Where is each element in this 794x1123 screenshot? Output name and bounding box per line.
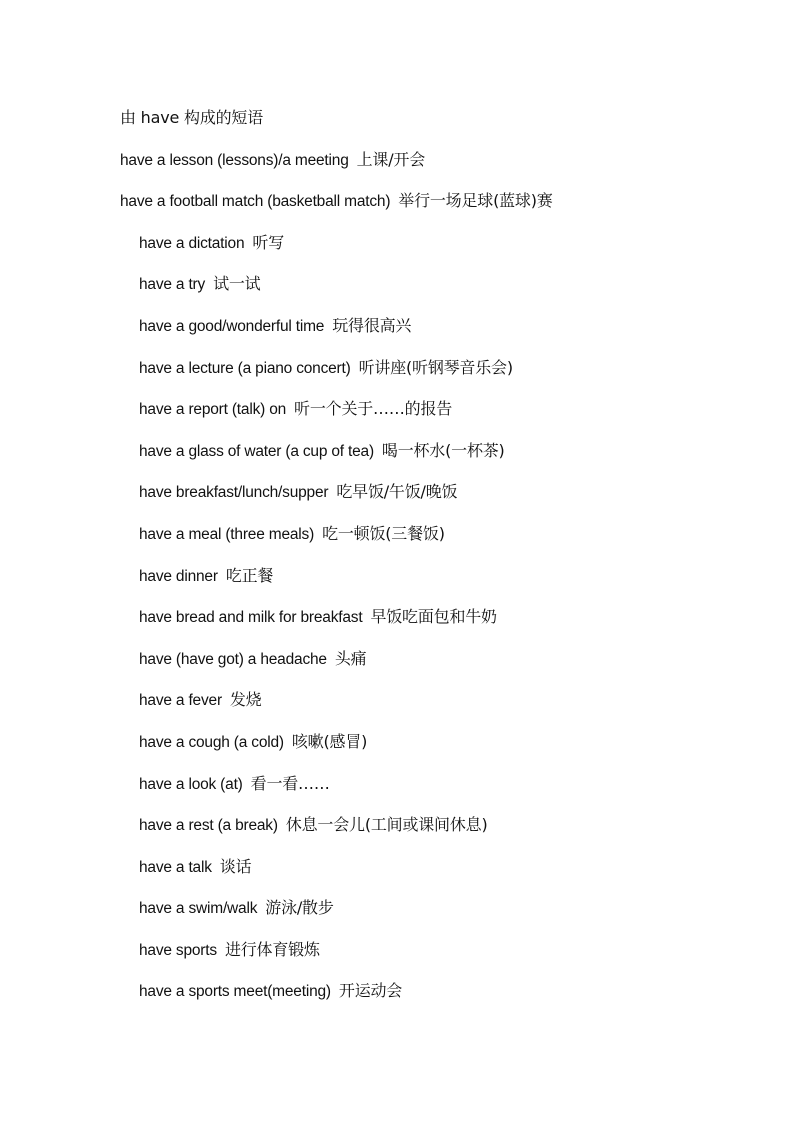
list-item — [120, 189, 760, 231]
chinese-meaning: 看一看…… — [250, 773, 330, 793]
english-phrase: have a sports meet(meeting) — [139, 983, 331, 1001]
list-item — [120, 397, 760, 439]
list-item — [120, 231, 760, 273]
chinese-meaning: 吃正餐 — [225, 565, 274, 585]
english-phrase: have a football match (basketball match) — [120, 193, 391, 211]
list-item — [120, 439, 760, 481]
english-phrase: have a meal (three meals) — [139, 525, 315, 543]
chinese-meaning: 听写 — [252, 232, 284, 252]
chinese-meaning: 谈话 — [219, 856, 252, 876]
english-phrase: have a dictation — [139, 234, 245, 252]
list-item — [120, 813, 760, 855]
phrase-list — [120, 106, 760, 1021]
english-phrase: have a cough (a cold) — [139, 733, 284, 751]
english-phrase: have a glass of water (a cup of tea) — [139, 442, 374, 460]
list-item — [120, 148, 760, 190]
english-phrase: have sports — [139, 941, 217, 959]
english-phrase: have a lecture (a piano concert) — [139, 359, 351, 377]
chinese-meaning: 头痛 — [334, 648, 367, 668]
list-item — [120, 979, 760, 1021]
english-phrase: have a lesson (lessons)/a meeting — [120, 151, 349, 169]
list-item — [120, 730, 760, 772]
english-phrase: have breakfast/lunch/supper — [139, 484, 329, 502]
list-item — [120, 896, 760, 938]
chinese-meaning: 喝一杯水(一杯茶) — [381, 440, 505, 460]
english-phrase: have a look (at) — [139, 775, 243, 793]
list-item — [120, 356, 760, 398]
list-item — [120, 772, 760, 814]
chinese-meaning: 咳嗽(感冒) — [291, 731, 368, 751]
english-phrase: have (have got) a headache — [139, 650, 327, 668]
chinese-meaning: 开运动会 — [338, 981, 403, 1001]
list-item — [120, 647, 760, 689]
list-item — [120, 522, 760, 564]
chinese-meaning: 举行一场足球(蓝球)赛 — [398, 191, 553, 211]
list-item — [120, 480, 760, 522]
chinese-meaning: 听讲座(听钢琴音乐会) — [358, 357, 513, 377]
chinese-meaning: 吃早饭/午饭/晚饭 — [336, 482, 458, 502]
english-phrase: have a swim/walk — [139, 900, 258, 918]
chinese-meaning: 吃一顿饭(三餐饭) — [322, 523, 445, 543]
english-phrase: have a report (talk) on — [139, 401, 287, 419]
list-item — [120, 272, 760, 314]
list-item — [120, 688, 760, 730]
chinese-meaning: 进行体育锻炼 — [224, 939, 320, 959]
chinese-meaning: 玩得很高兴 — [332, 315, 412, 335]
chinese-meaning: 发烧 — [229, 690, 262, 710]
english-phrase: have a talk — [139, 858, 212, 876]
chinese-meaning: 休息一会儿(工间或课间休息) — [285, 815, 488, 835]
english-phrase: have a rest (a break) — [139, 817, 278, 835]
english-phrase: have a fever — [139, 692, 222, 710]
list-item — [120, 938, 760, 980]
chinese-meaning: 早饭吃面包和牛奶 — [370, 607, 497, 627]
chinese-meaning: 听一个关于……的报告 — [294, 399, 453, 419]
list-item — [120, 855, 760, 897]
chinese-meaning: 游泳/散步 — [265, 898, 334, 918]
page-title: 由 have 构成的短语 — [120, 108, 264, 127]
list-item — [120, 564, 760, 606]
chinese-meaning: 上课/开会 — [356, 149, 426, 169]
chinese-meaning: 试一试 — [213, 274, 261, 294]
list-item — [120, 314, 760, 356]
english-phrase: have a good/wonderful time — [139, 317, 325, 335]
english-phrase: have bread and milk for breakfast — [139, 609, 363, 627]
english-phrase: have dinner — [139, 567, 218, 585]
english-phrase: have a try — [139, 276, 206, 294]
list-item — [120, 605, 760, 647]
